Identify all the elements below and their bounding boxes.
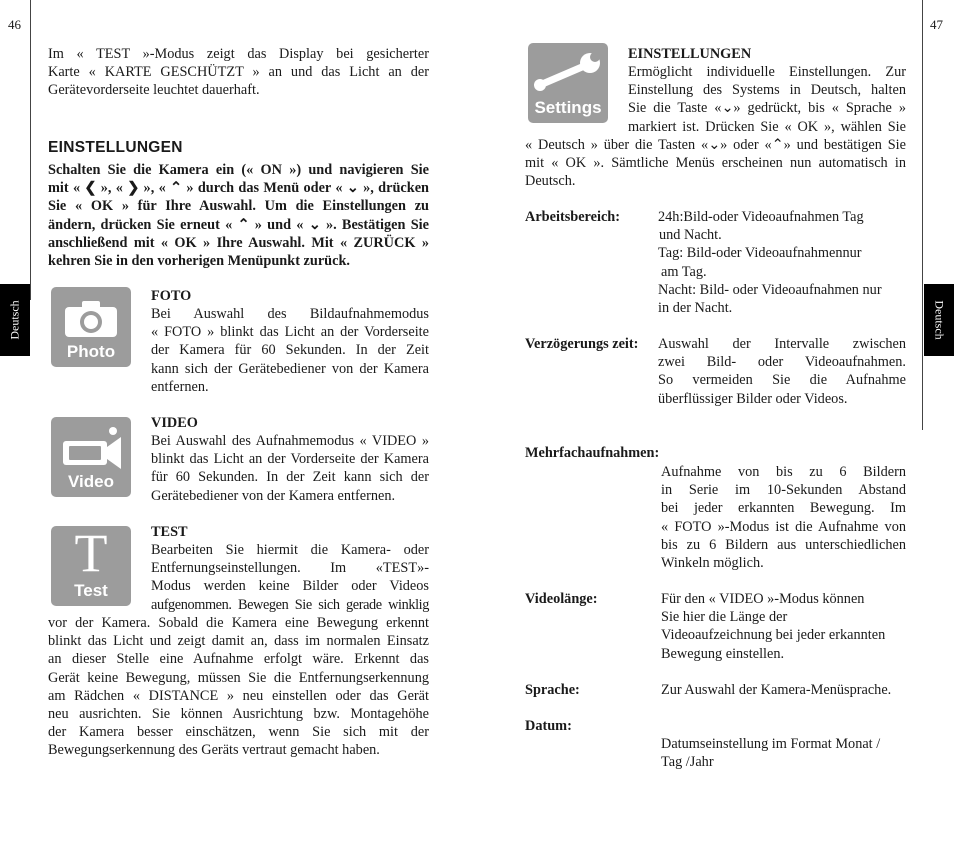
datum-value	[661, 735, 906, 771]
photo-mode-icon	[51, 287, 131, 367]
language-tab-left	[0, 284, 30, 356]
text-line: und Nacht.	[659, 227, 722, 244]
language-tab-left-label: Deutsch	[7, 300, 22, 340]
text-line: in der Nacht.	[658, 300, 733, 317]
videolaenge-label: Videolänge:	[525, 591, 598, 607]
text-line: Sie « OK » für Ihre Auswahl. Um die Einstellungen zu	[48, 198, 429, 215]
text-line: So vermeiden Sie die Aufnahme	[658, 372, 906, 389]
verzoegerung-label: Verzögerungs zeit:	[525, 336, 639, 352]
text-line: Deutsch.	[525, 173, 576, 190]
text-line: vor der Kamera. Sobald die Kamera eine Bewegung erkennt	[48, 615, 429, 631]
sprache-label: Sprache:	[525, 682, 580, 698]
text-line: Im « TEST »-Modus zeigt das Display bei gesicherter	[48, 46, 429, 62]
text-line: anschließend mit « OK » Ihre Auswahl. Mit « ZURÜCK »	[48, 234, 429, 251]
arbeitsbereich-value	[658, 208, 906, 317]
text-line: Sie hier die Länge der	[661, 609, 788, 626]
verzoegerung-value	[658, 335, 906, 408]
text-line: Videoaufzeichnung bei jeder erkannten	[661, 627, 886, 644]
video-title: VIDEO	[151, 415, 198, 431]
text-line: Entfernungseinstellungen. Im «TEST»-	[151, 560, 429, 577]
text-line: neu ausrichten. Sie können Ausrichtung bzw. Montagehöhe	[48, 706, 429, 723]
test-mode-icon	[51, 523, 131, 606]
text-line: markiert ist. Drücken Sie « OK », wählen Sie	[628, 118, 906, 135]
text-line: Bei Auswahl des Aufnahmemodus « VIDEO »	[151, 433, 429, 449]
text-line: am Tag.	[661, 263, 707, 280]
test-description-narrow	[151, 541, 429, 614]
text-line: an dieser Stelle eine Aufnahme erfolgt wäre. Erkennt das	[48, 651, 429, 668]
text-line: 24h:Bild-oder Videoaufnahmen Tag	[658, 209, 864, 225]
settings-description-narrow	[628, 63, 906, 136]
text-line: « FOTO » blinkt das Licht an der Vorderseite	[151, 324, 429, 341]
arbeitsbereich-label: Arbeitsbereich:	[525, 209, 621, 225]
text-line: der Kamera besser einschätzen, wenn Sie sich mit der	[48, 724, 429, 741]
text-line: für 60 Sekunden. In der Zeit kann sich der	[151, 469, 429, 486]
text-line: Aufnahme von bis zu 6 Bildern	[661, 464, 906, 480]
text-line: bei jeder erkannten Bewegung. Im	[661, 500, 906, 517]
text-line: Datumseinstellung im Format Monat /	[661, 736, 881, 752]
text-line: kehren Sie in den vorherigen Menüpunkt zurück.	[48, 253, 350, 270]
text-line: Bewegungserkennung des Geräts vertraut gemacht haben.	[48, 742, 380, 759]
text-line: Bearbeiten Sie hiermit die Kamera- oder	[151, 542, 429, 558]
text-line: ändern, drücken Sie erneut « ⌃ » und « ⌄ ». Bestätigen Sie	[48, 216, 429, 233]
videolaenge-value	[661, 590, 906, 663]
text-line: Sie die Taste «⌄» gedrückt, bis « Sprache »	[628, 100, 906, 117]
text-line: Tag: Bild-oder Videoaufnahmennur	[658, 245, 862, 262]
settings-title-right: EINSTELLUNGEN	[628, 46, 752, 62]
photo-icon-label: Photo	[66, 342, 116, 361]
language-tab-right	[924, 284, 954, 356]
text-line: am Rädchen « DISTANCE » neu einstellen oder das Gerät	[48, 687, 429, 704]
text-line: Gerätebediener von der Kamera entfernen.	[151, 487, 396, 504]
text-line: mit « OK ». Sämtliche Menüs erscheinen nun automatisch in	[525, 155, 906, 172]
text-line: zwei Bild- oder Videoaufnahmen.	[658, 354, 906, 371]
text-line: « Deutsch » über die Tasten «⌄» oder «⌃» und bestätigen Sie	[525, 137, 906, 153]
sprache-value	[661, 681, 906, 699]
settings-instructions	[48, 161, 429, 270]
text-line: blinkt das Licht und zeigt damit an, dass im normalen Einsatz	[48, 633, 429, 650]
datum-label: Datum:	[525, 718, 572, 734]
text-line: Auswahl der Intervalle zwischen	[658, 336, 906, 352]
text-line: Für den « VIDEO »-Modus können	[661, 591, 865, 607]
photo-title: FOTO	[151, 288, 192, 304]
text-line: « FOTO »-Modus ist die Aufnahme von	[661, 518, 906, 535]
text-line: in Serie im 10-Sekunden Abstand	[661, 482, 906, 499]
text-line: Karte « KARTE GESCHÜTZT » an und das Licht an der	[48, 64, 429, 81]
video-icon-label: Video	[68, 472, 114, 491]
test-icon-glyph: T	[74, 523, 108, 583]
right-margin-rule	[922, 0, 923, 430]
text-line: bis zu 6 Bildern aus unterschiedlichen	[661, 536, 906, 553]
test-icon-label: Test	[74, 581, 108, 600]
text-line: der Kamera für 60 Sekunden. In der Zeit	[151, 342, 429, 359]
text-line: Bewegung einstellen.	[661, 645, 785, 662]
text-line: überflüssiger Bilder oder Videos.	[658, 390, 848, 407]
page-number-left: 46	[8, 17, 21, 32]
text-line: entfernen.	[151, 378, 209, 395]
text-line: Winkeln möglich.	[661, 555, 764, 572]
photo-description	[151, 305, 429, 396]
text-line: kann sich der Gerätebediener von der Kamera	[151, 360, 429, 377]
text-line: Gerät keine Bewegung, müssen Sie die Entfernungserkennung	[48, 669, 429, 686]
settings-icon-label: Settings	[534, 98, 602, 117]
text-line: Modus werden keine Bilder oder Videos	[151, 578, 429, 595]
test-description-wide	[48, 614, 429, 760]
settings-description-wide	[525, 136, 906, 191]
text-line: blinkt das Licht an der Vorderseite der Kamera	[151, 451, 429, 468]
language-tab-right-label: Deutsch	[932, 300, 947, 340]
text-line: aufgenommen. Bewegen Sie sich gerade winklig	[151, 596, 429, 613]
mehrfach-label: Mehrfachaufnahmen:	[525, 445, 660, 461]
test-title: TEST	[151, 524, 188, 540]
text-line: Ermöglicht individuelle Einstellungen. Zur	[628, 64, 906, 80]
text-line: Einstellung des Systems in Deutsch, halten	[628, 82, 906, 99]
intro-paragraph	[48, 45, 429, 100]
left-margin-rule	[30, 0, 31, 300]
text-line: Gerätevorderseite leuchtet dauerhaft.	[48, 82, 260, 99]
text-line: Schalten Sie die Kamera ein (« ON ») und navigieren Sie	[48, 162, 429, 178]
text-line: Tag /Jahr	[661, 754, 714, 771]
text-line: Zur Auswahl der Kamera-Menüsprache.	[661, 682, 892, 698]
video-description	[151, 432, 429, 505]
page-number-right: 47	[930, 17, 943, 32]
text-line: Bei Auswahl des Bildaufnahmemodus	[151, 306, 429, 322]
video-mode-icon	[51, 417, 131, 497]
text-line: mit « ❮ », « ❯ », « ⌃ » durch das Menü oder « ⌄ », drücken	[48, 180, 429, 197]
settings-mode-icon	[528, 43, 608, 123]
settings-heading: EINSTELLUNGEN	[48, 139, 183, 156]
mehrfach-value	[661, 463, 906, 572]
text-line: Nacht: Bild- oder Videoaufnahmen nur	[658, 281, 882, 298]
